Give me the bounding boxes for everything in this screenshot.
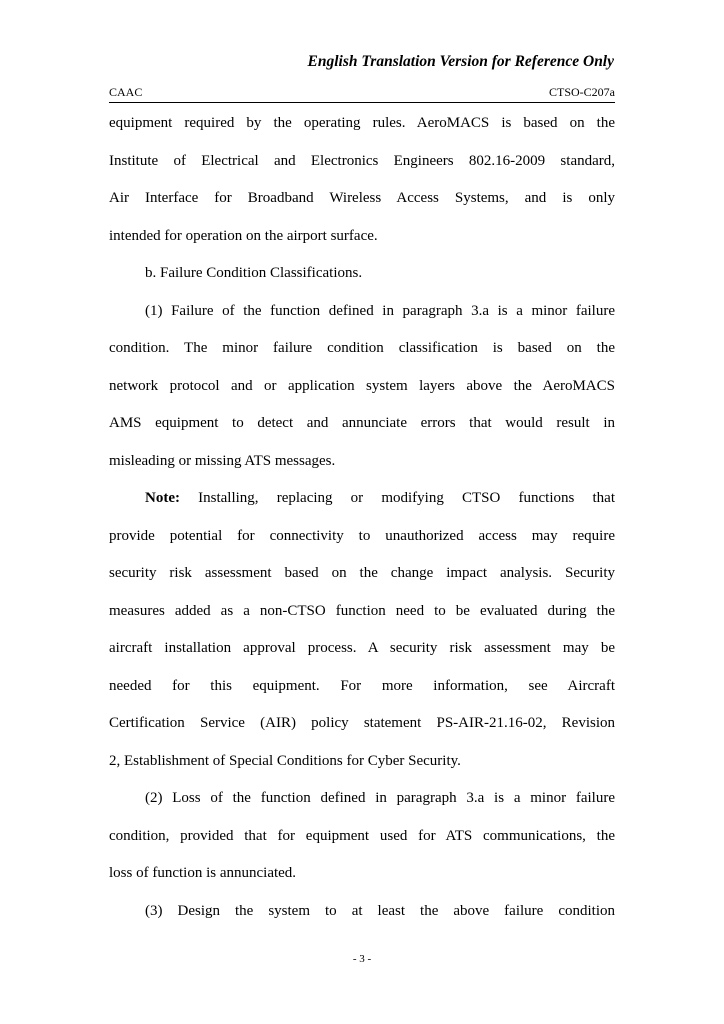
header-organization: CAAC [109, 85, 143, 99]
body-line: loss of function is annunciated. [109, 865, 297, 881]
page-header [109, 85, 615, 103]
body-line: Certification Service (AIR) policy statement PS-AIR-21.16-02, Revision [109, 715, 615, 731]
body-line: AMS equipment to detect and annunciate errors that would result in [109, 415, 615, 431]
body-line: measures added as a non-CTSO function need to be evaluated during the [109, 602, 615, 619]
body-line: security risk assessment based on the change impact analysis. Security [109, 565, 615, 581]
header-document-id: CTSO-C207a [549, 85, 615, 99]
body-line: condition. The minor failure condition classification is based on the [109, 340, 615, 356]
body-line: Institute of Electrical and Electronics Engineers 802.16-2009 standard, [109, 152, 615, 169]
body-line: aircraft installation approval process. A security risk assessment may be [109, 640, 615, 656]
note-text: Installing, replacing or modifying CTSO functions that [179, 490, 615, 506]
section-heading: b. Failure Condition Classifications. [145, 265, 363, 281]
body-line: condition, provided that for equipment used for ATS communications, the [109, 827, 615, 844]
body-line: 2, Establishment of Special Conditions for Cyber Security. [109, 752, 461, 769]
translation-banner: English Translation Version for Reference Only [307, 53, 614, 70]
page-number: - 3 - [352, 953, 372, 965]
body-line: misleading or missing ATS messages. [109, 452, 336, 469]
body-line: intended for operation on the airport surface. [109, 227, 378, 244]
body-line: Air Interface for Broadband Wireless Access Systems, and is only [109, 190, 615, 206]
note-label: Note: [145, 490, 180, 506]
note-first-line [109, 480, 615, 518]
body-line: provide potential for connectivity to unauthorized access may require [109, 527, 615, 544]
body-line: network protocol and or application system layers above the AeroMACS [109, 377, 615, 394]
body-line: (1) Failure of the function defined in paragraph 3.a is a minor failure [145, 302, 615, 319]
body-line: (3) Design the system to at least the above failure condition [145, 902, 615, 919]
body-line: needed for this equipment. For more information, see Aircraft [109, 677, 615, 694]
body-line: equipment required by the operating rules. AeroMACS is based on the [109, 115, 615, 131]
body-line: (2) Loss of the function defined in paragraph 3.a is a minor failure [145, 790, 615, 806]
